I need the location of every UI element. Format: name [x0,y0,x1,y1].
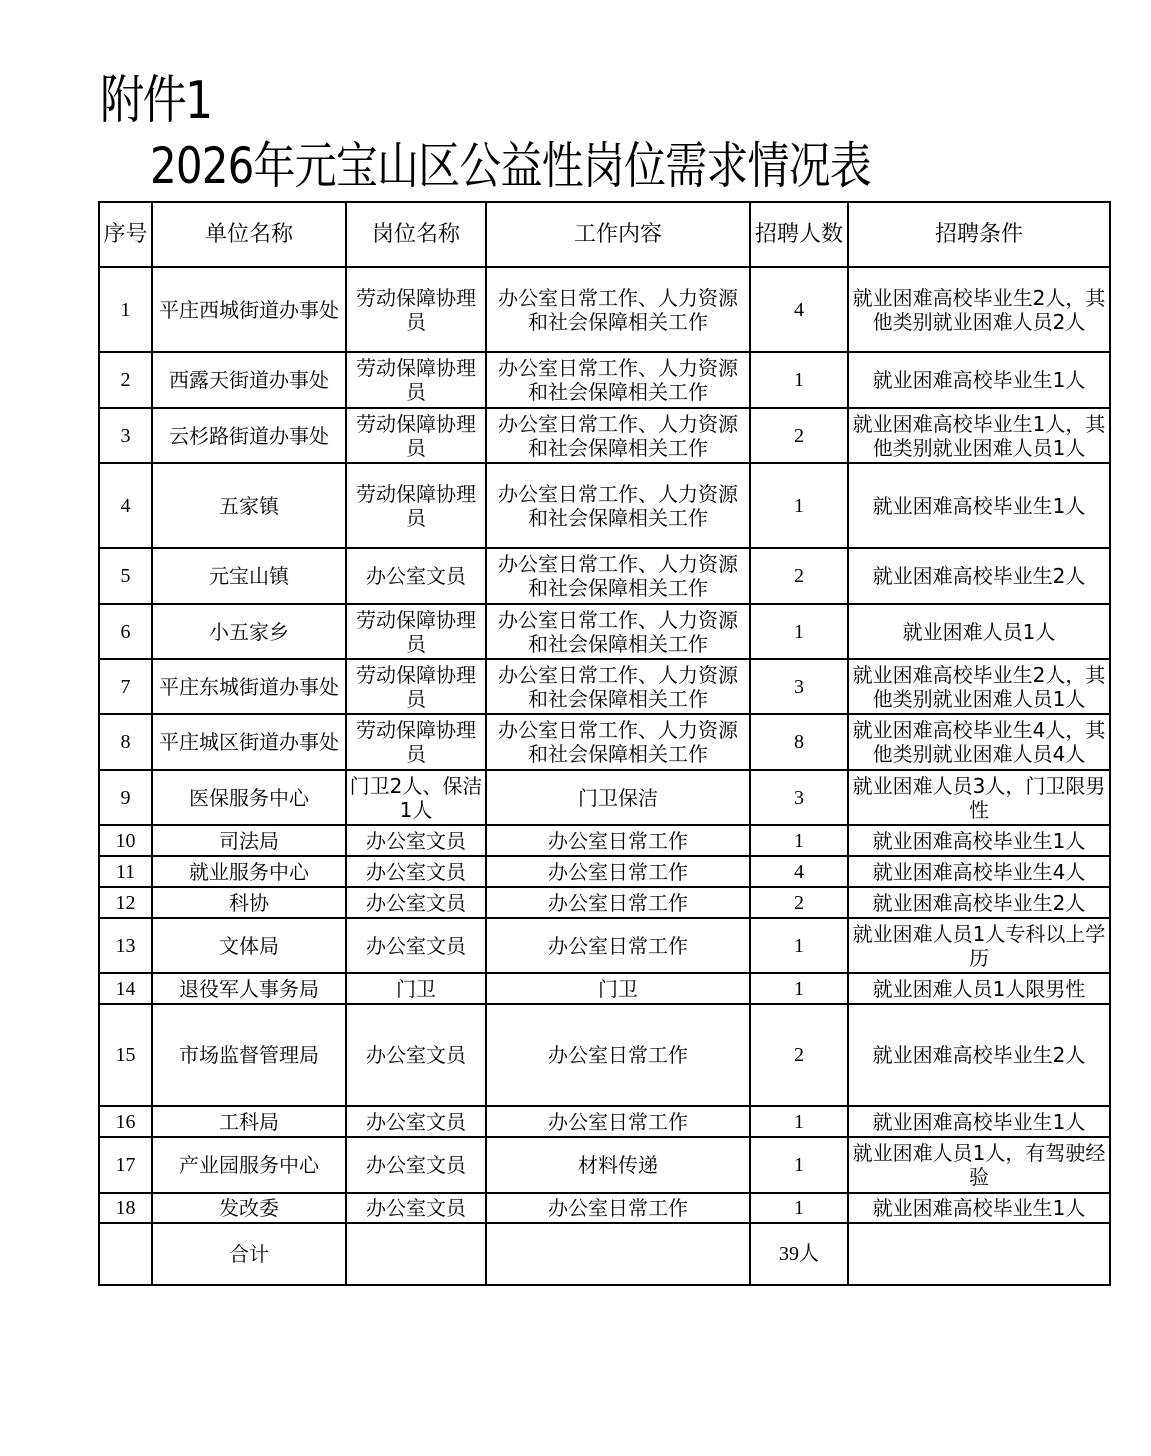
work-content: 办公室日常工作 [486,1004,750,1106]
table-row [99,1106,1110,1137]
unit-name: 平庄西城街道办事处 [152,267,346,352]
row-number: 12 [99,887,152,918]
table-row [99,659,1110,714]
post-name: 劳动保障协理员 [346,408,486,463]
table-row [99,1004,1110,1106]
row-number: 16 [99,1106,152,1137]
hire-count: 1 [750,825,848,856]
work-content: 办公室日常工作、人力资源和社会保障相关工作 [486,408,750,463]
row-number: 10 [99,825,152,856]
row-number: 4 [99,463,152,548]
unit-name: 五家镇 [152,463,346,548]
document-title: 2026年元宝山区公益性岗位需求情况表 [150,137,871,195]
unit-name: 市场监督管理局 [152,1004,346,1106]
hire-count: 4 [750,856,848,887]
post-name: 办公室文员 [346,1004,486,1106]
header-unit: 单位名称 [152,202,346,267]
post-name: 办公室文员 [346,887,486,918]
table-row [99,825,1110,856]
post-name: 办公室文员 [346,1193,486,1223]
row-number: 5 [99,548,152,604]
table-row [99,887,1110,918]
hire-conditions: 就业困难高校毕业生1人，其他类别就业困难人员1人 [848,408,1110,463]
hire-count: 1 [750,1106,848,1137]
hire-count: 1 [750,352,848,408]
table-row [99,714,1110,770]
hire-conditions: 就业困难高校毕业生2人 [848,887,1110,918]
unit-name: 工科局 [152,1106,346,1137]
table-row [99,463,1110,548]
row-number: 17 [99,1137,152,1193]
work-content: 办公室日常工作 [486,856,750,887]
work-content: 办公室日常工作 [486,1193,750,1223]
total-post [346,1223,486,1285]
unit-name: 退役军人事务局 [152,973,346,1004]
hire-conditions: 就业困难高校毕业生1人 [848,463,1110,548]
post-name: 劳动保障协理员 [346,463,486,548]
hire-conditions: 就业困难高校毕业生2人，其他类别就业困难人员2人 [848,267,1110,352]
unit-name: 科协 [152,887,346,918]
total-conditions [848,1223,1110,1285]
header-no: 序号 [99,202,152,267]
work-content: 门卫 [486,973,750,1004]
hire-conditions: 就业困难高校毕业生1人 [848,352,1110,408]
post-name: 办公室文员 [346,856,486,887]
row-number: 1 [99,267,152,352]
row-number: 18 [99,1193,152,1223]
hire-conditions: 就业困难高校毕业生4人 [848,856,1110,887]
row-number: 3 [99,408,152,463]
post-name: 办公室文员 [346,1106,486,1137]
unit-name: 文体局 [152,918,346,973]
total-content [486,1223,750,1285]
positions-table [98,201,1111,1286]
hire-conditions: 就业困难人员1人，有驾驶经验 [848,1137,1110,1193]
hire-conditions: 就业困难高校毕业生2人 [848,1004,1110,1106]
table-row [99,973,1110,1004]
post-name: 劳动保障协理员 [346,604,486,659]
work-content: 办公室日常工作 [486,918,750,973]
work-content: 办公室日常工作、人力资源和社会保障相关工作 [486,352,750,408]
table-row [99,352,1110,408]
work-content: 办公室日常工作 [486,1106,750,1137]
unit-name: 平庄城区街道办事处 [152,714,346,770]
hire-count: 1 [750,463,848,548]
table-row [99,267,1110,352]
hire-count: 2 [750,887,848,918]
header-conditions: 招聘条件 [848,202,1110,267]
hire-count: 3 [750,770,848,825]
row-number: 15 [99,1004,152,1106]
row-number: 9 [99,770,152,825]
unit-name: 西露天街道办事处 [152,352,346,408]
table-row [99,408,1110,463]
post-name: 门卫2人、保洁1人 [346,770,486,825]
unit-name: 医保服务中心 [152,770,346,825]
table-row [99,604,1110,659]
unit-name: 发改委 [152,1193,346,1223]
hire-count: 2 [750,548,848,604]
unit-name: 司法局 [152,825,346,856]
work-content: 办公室日常工作、人力资源和社会保障相关工作 [486,714,750,770]
table-row [99,770,1110,825]
post-name: 劳动保障协理员 [346,267,486,352]
work-content: 办公室日常工作、人力资源和社会保障相关工作 [486,659,750,714]
work-content: 办公室日常工作、人力资源和社会保障相关工作 [486,463,750,548]
hire-count: 2 [750,408,848,463]
hire-count: 8 [750,714,848,770]
row-number: 8 [99,714,152,770]
hire-count: 1 [750,1193,848,1223]
hire-count: 1 [750,918,848,973]
hire-count: 4 [750,267,848,352]
post-name: 办公室文员 [346,825,486,856]
header-post: 岗位名称 [346,202,486,267]
hire-conditions: 就业困难高校毕业生2人 [848,548,1110,604]
hire-conditions: 就业困难高校毕业生4人，其他类别就业困难人员4人 [848,714,1110,770]
work-content: 办公室日常工作、人力资源和社会保障相关工作 [486,604,750,659]
post-name: 劳动保障协理员 [346,352,486,408]
unit-name: 就业服务中心 [152,856,346,887]
header-content: 工作内容 [486,202,750,267]
work-content: 材料传递 [486,1137,750,1193]
table-row [99,856,1110,887]
row-number: 11 [99,856,152,887]
row-number: 14 [99,973,152,1004]
row-number: 13 [99,918,152,973]
hire-conditions: 就业困难人员3人，门卫限男性 [848,770,1110,825]
hire-count: 1 [750,973,848,1004]
unit-name: 产业园服务中心 [152,1137,346,1193]
work-content: 办公室日常工作、人力资源和社会保障相关工作 [486,267,750,352]
unit-name: 云杉路街道办事处 [152,408,346,463]
total-row [99,1223,1110,1285]
total-label: 合计 [152,1223,346,1285]
post-name: 办公室文员 [346,918,486,973]
row-number: 6 [99,604,152,659]
header-count: 招聘人数 [750,202,848,267]
work-content: 办公室日常工作、人力资源和社会保障相关工作 [486,548,750,604]
post-name: 办公室文员 [346,548,486,604]
hire-conditions: 就业困难人员1人限男性 [848,973,1110,1004]
work-content: 办公室日常工作 [486,825,750,856]
unit-name: 平庄东城街道办事处 [152,659,346,714]
hire-conditions: 就业困难高校毕业生1人 [848,1193,1110,1223]
post-name: 劳动保障协理员 [346,659,486,714]
work-content: 办公室日常工作 [486,887,750,918]
table-header-row [99,202,1110,267]
hire-conditions: 就业困难人员1人 [848,604,1110,659]
post-name: 办公室文员 [346,1137,486,1193]
unit-name: 小五家乡 [152,604,346,659]
work-content: 门卫保洁 [486,770,750,825]
table-row [99,1193,1110,1223]
row-number: 7 [99,659,152,714]
unit-name: 元宝山镇 [152,548,346,604]
table-row [99,918,1110,973]
total-count: 39人 [750,1223,848,1285]
hire-conditions: 就业困难高校毕业生1人 [848,1106,1110,1137]
hire-count: 2 [750,1004,848,1106]
total-no [99,1223,152,1285]
hire-conditions: 就业困难人员1人专科以上学历 [848,918,1110,973]
hire-count: 1 [750,604,848,659]
post-name: 门卫 [346,973,486,1004]
row-number: 2 [99,352,152,408]
hire-conditions: 就业困难高校毕业生2人，其他类别就业困难人员1人 [848,659,1110,714]
table-row [99,548,1110,604]
hire-count: 3 [750,659,848,714]
hire-count: 1 [750,1137,848,1193]
table-row [99,1137,1110,1193]
post-name: 劳动保障协理员 [346,714,486,770]
attachment-label: 附件1 [100,71,212,131]
hire-conditions: 就业困难高校毕业生1人 [848,825,1110,856]
